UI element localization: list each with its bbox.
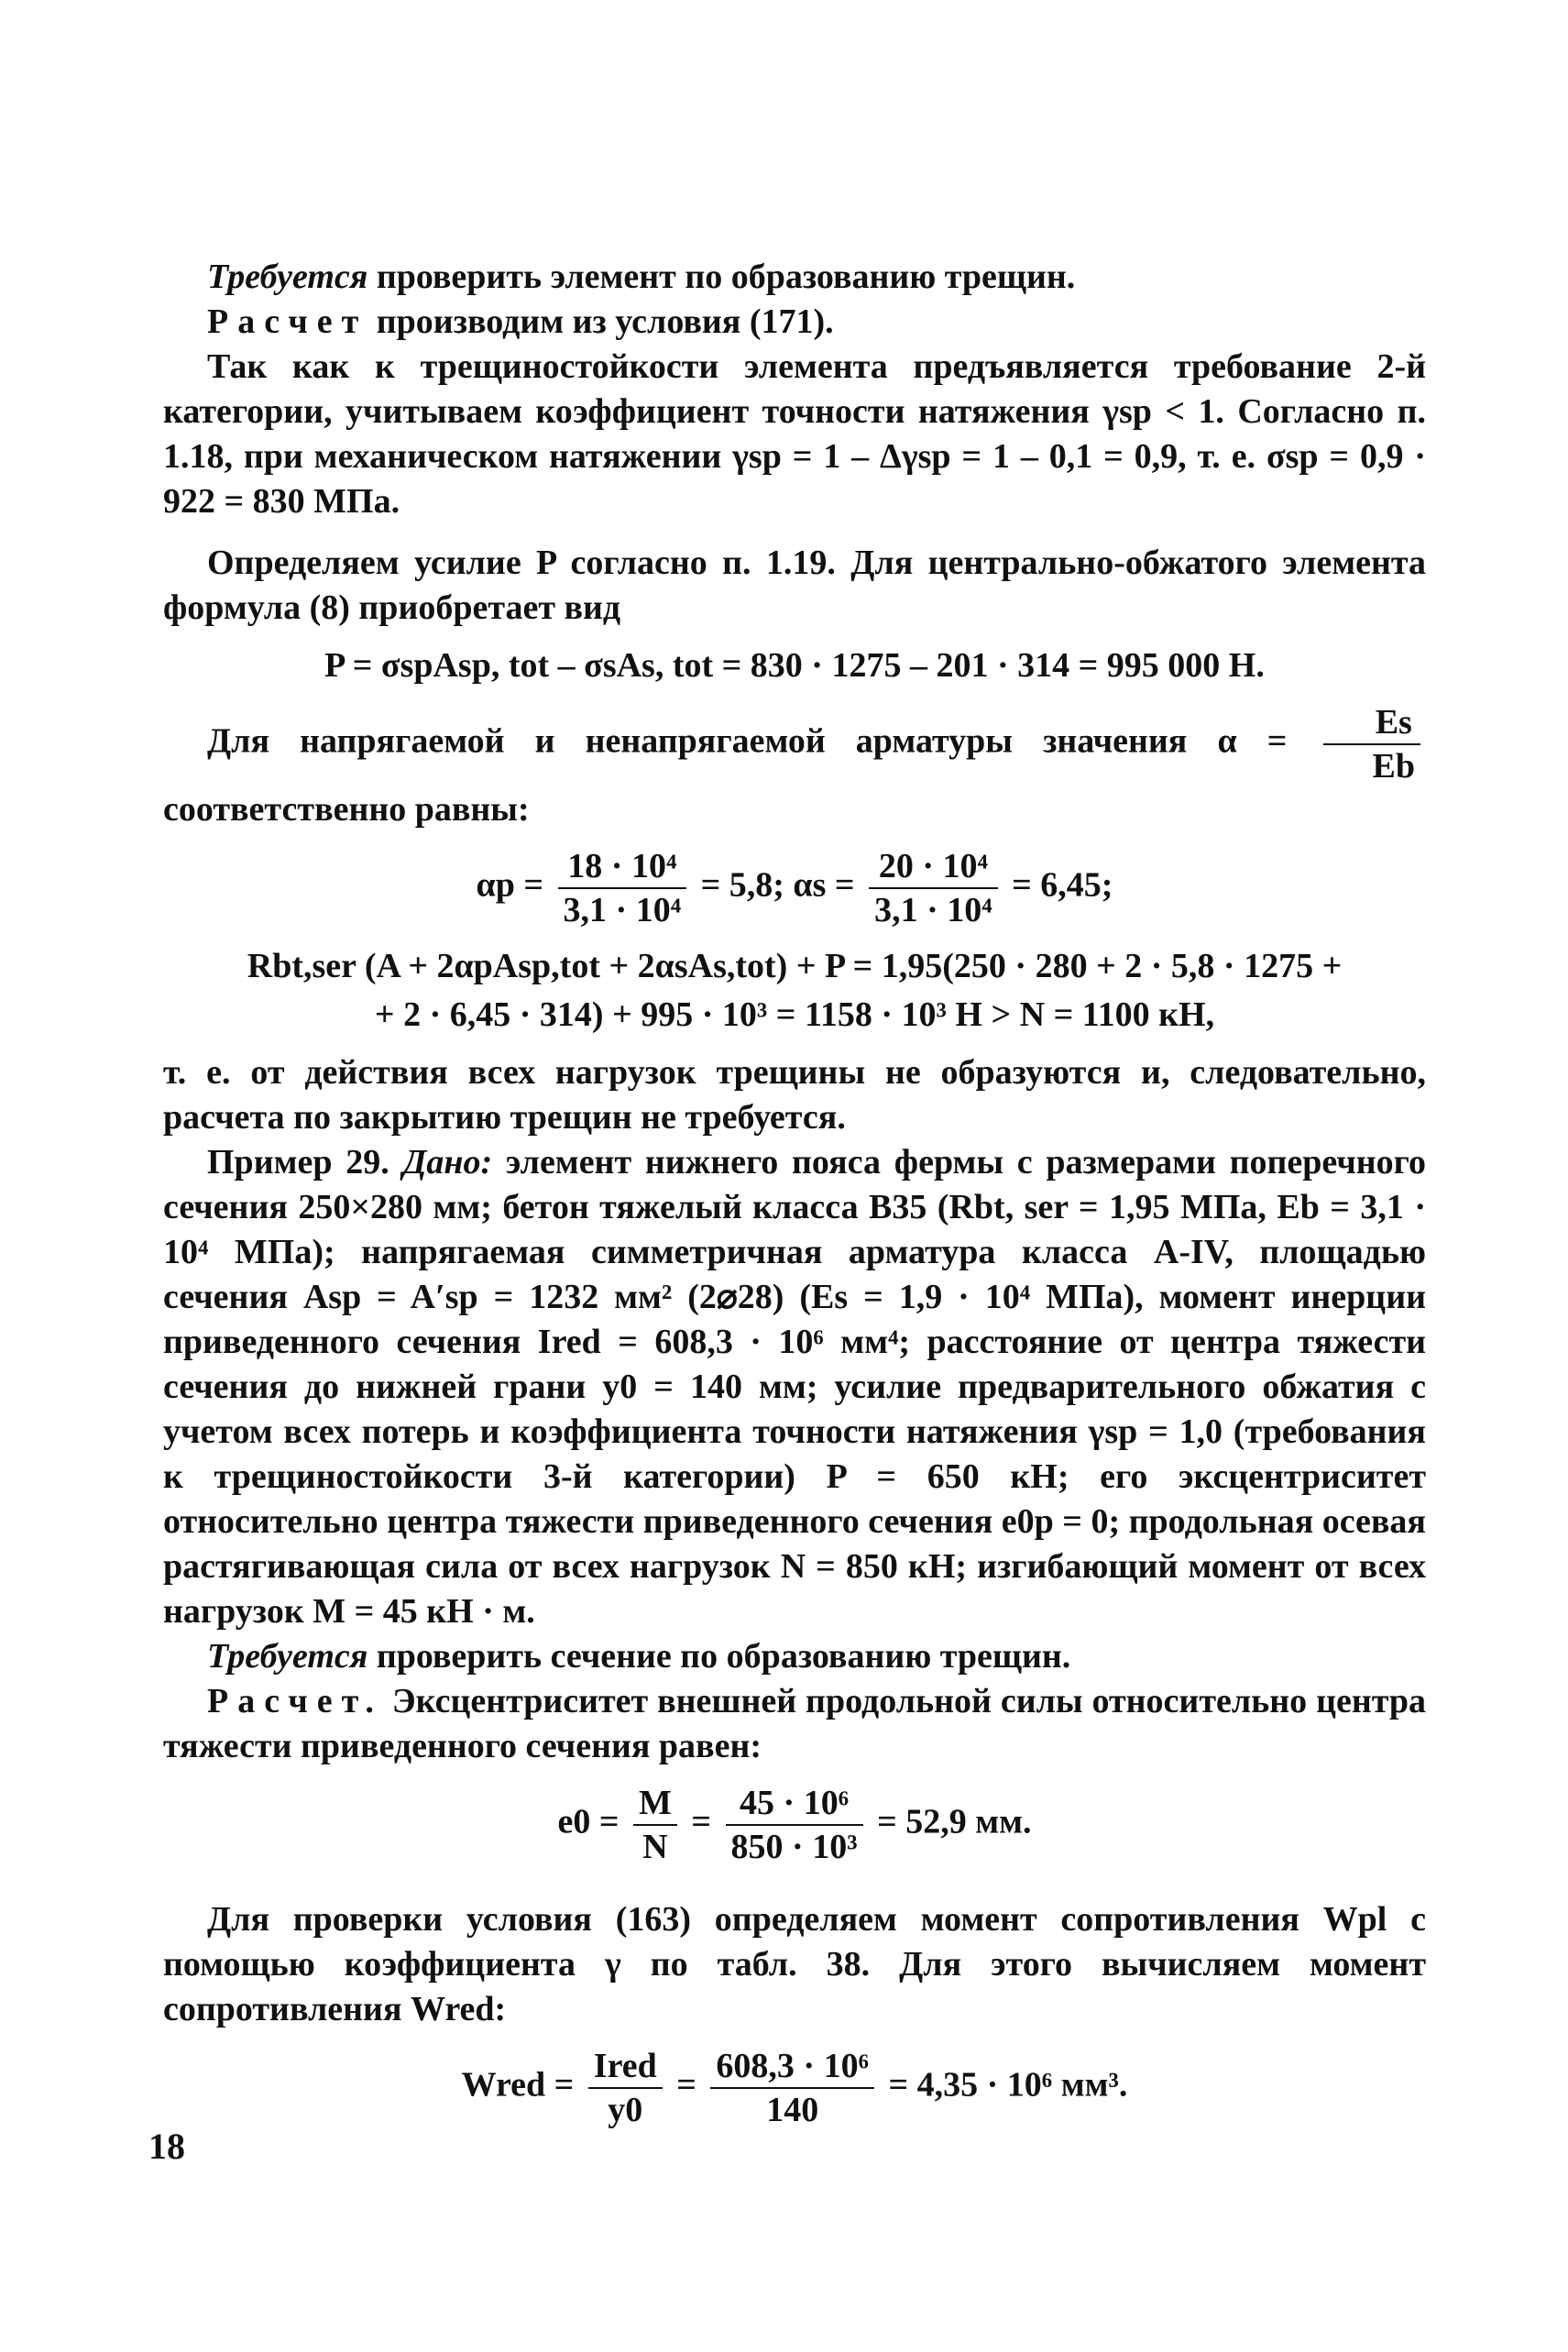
- example-text: элемент нижнего пояса фермы с размерами поперечного сечения 250×280 мм; бетон тяжелый класса В35 (Rbt, ser = 1,95 МПа, Eb = 3,1 · 10⁴ МПа); напрягаемая симметричная арматура класса А-IV, площадью сечения Asp = A′sp = 1232 мм² (2⌀28) (Es = 1,9 · 10⁴ МПа), момент инерции приведенного сечения Ired = 608,3 · 10⁶ мм⁴; расстояние от центра тяжести сечения до нижней грани y0 = 140 мм; усилие предварительного обжатия с учетом всех потерь и коэффициента точности натяжения γsp = 1,0 (требования к трещиностойкости 3-й категории) P = 650 кН; его эксцентриситет относительно центра тяжести приведенного сечения e0p = 0; продольная осевая растягивающая сила от всех нагрузок N = 850 кН; изгибающий момент от всех нагрузок M = 45 кН · м.: [163, 1143, 1426, 1631]
- es-eb-fraction: [1323, 701, 1420, 787]
- ap-label: αp =: [476, 865, 544, 905]
- e0-num: 45 · 10⁶: [726, 1782, 863, 1826]
- wred-den: 140: [766, 2091, 819, 2129]
- eb-den: Eb: [1372, 747, 1415, 786]
- example-lead: Пример 29.: [207, 1143, 389, 1181]
- as-fraction: [869, 845, 998, 931]
- ap-fraction: [558, 845, 687, 931]
- calc-word-2: Расчет.: [207, 1682, 383, 1720]
- formula-r-line1: Rbt,ser (A + 2αpAsp,tot + 2αsAs,tot) + P = 1,95(250 · 280 + 2 · 5,8 · 1275 +: [247, 947, 1343, 985]
- wred-result: = 4,35 · 10⁶ мм³.: [888, 2065, 1128, 2105]
- page-number: 18: [148, 2126, 185, 2167]
- as-label: = 5,8; αs =: [700, 865, 855, 905]
- calc-text-2: Эксцентриситет внешней продольной силы относительно центра тяжести приведенного сечения равен:: [163, 1682, 1426, 1765]
- calc-word: Расчет: [207, 302, 368, 341]
- example-29: [163, 1140, 1426, 1634]
- m-num: M: [633, 1782, 677, 1826]
- e0-value-fraction: [726, 1782, 863, 1868]
- formula-r-line2: + 2 · 6,45 · 314) + 995 · 10³ = 1158 · 10³ Н > N = 1100 кН,: [374, 995, 1215, 1034]
- paragraph-4: т. е. от действия всех нагрузок трещины не образуются и, следовательно, расчета по закрытию трещин не требуется.: [163, 1053, 1426, 1137]
- wred-label: Wred =: [461, 2065, 575, 2105]
- requirement-2: [163, 1634, 1426, 1679]
- as-num: 20 · 10⁴: [869, 845, 998, 889]
- req-text: проверить элемент по образованию трещин.: [367, 258, 1076, 296]
- paragraph-3: [163, 701, 1426, 832]
- e0-result: = 52,9 мм.: [877, 1802, 1032, 1841]
- formula-wred: Wred = $\frac{\text{Ired}}{y0}$ = $\frac{\text{608,3 · 10⁶}}{140}$ = 4,35 · 10⁶ мм³.: [461, 2047, 1128, 2129]
- formula-p: P = σspAsp, tot – σsAs, tot = 830 · 1275 – 201 · 314 = 995 000 Н.: [324, 646, 1265, 685]
- alpha-text-end: соответственно равны:: [163, 790, 530, 829]
- ap-num: 18 · 10⁴: [558, 845, 687, 889]
- e0-label: e0 =: [557, 1802, 620, 1841]
- requirement-line: [163, 255, 1426, 300]
- m-n-fraction: [633, 1782, 677, 1868]
- paragraph-8: Для проверки условия (163) определяем момент сопротивления Wpl с помощью коэффициента γ по табл. 38. Для этого вычисляем момент сопротивления Wred:: [163, 1900, 1426, 2028]
- formula-alpha: [163, 845, 1426, 931]
- paragraph-2: Определяем усилие P согласно п. 1.19. Для центрально-обжатого элемента формула (8) приобретает вид: [163, 544, 1426, 627]
- calc-line: [163, 300, 1426, 345]
- req-word: Требуется: [207, 258, 368, 296]
- es-num: Es: [1323, 701, 1420, 745]
- page-body: [163, 255, 1426, 2144]
- ap-den: 3,1 · 10⁴: [563, 891, 682, 929]
- as-result: = 6,45;: [1012, 865, 1113, 905]
- req-word-2: Требуется: [207, 1637, 368, 1676]
- y0-den: y0: [608, 2091, 643, 2129]
- as-den: 3,1 · 10⁴: [874, 891, 992, 929]
- wred-value-fraction: [710, 2045, 874, 2131]
- e0-den: 850 · 10³: [730, 1828, 858, 1866]
- paragraph-1: Так как к трещиностойкости элемента предъявляется требование 2-й категории, учитываем коэффициент точности натяжения γsp < 1. Согласно п. 1.18, при механическом натяжении γsp = 1 – Δγsp = 1 – 0,1 = 0,9, т. е. σsp = 0,9 · 922 = 830 МПа.: [163, 347, 1426, 521]
- wred-num: 608,3 · 10⁶: [710, 2045, 874, 2089]
- alpha-text: Для напрягаемой и ненапрягаемой арматуры значения α =: [207, 721, 1288, 761]
- n-den: N: [642, 1828, 668, 1866]
- given-word: Дано:: [402, 1143, 493, 1181]
- calc-2: [163, 1679, 1426, 1769]
- ired-num: Ired: [588, 2045, 663, 2089]
- formula-e0: e0 = $\frac{M}{N}$ = $\frac{\text{45 · 10⁶}}{\text{850 · 10³}}$ = 52,9 мм.: [557, 1784, 1032, 1866]
- req-text-2: проверить сечение по образованию трещин.: [367, 1637, 1071, 1676]
- ired-y0-fraction: [588, 2045, 663, 2131]
- calc-text: производим из условия (171).: [367, 302, 834, 341]
